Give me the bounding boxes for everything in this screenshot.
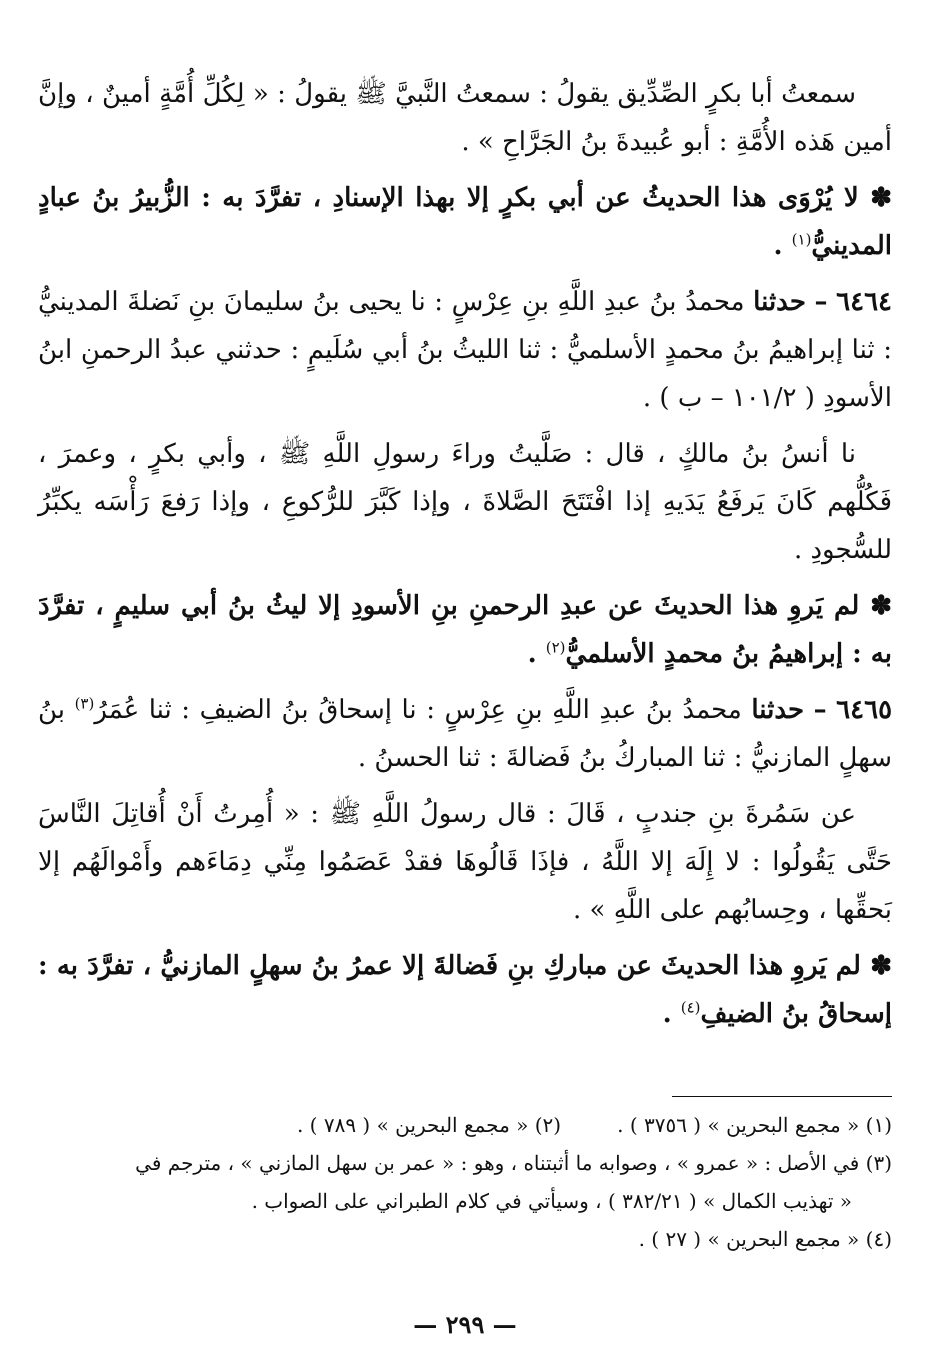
commentary-1 <box>38 174 892 270</box>
text: لم يَروِ هذا الحديثَ عن مباركِ بنِ فَضالةَ إلا عمرُ بنُ سهلٍ المازنيُّ ، تفرَّدَ به : إسحاقُ بنُ الضيفِ <box>38 951 892 1029</box>
footnote-ref-2: (٢) <box>545 638 566 657</box>
text-end: . <box>773 231 783 261</box>
star-icon: ✽ <box>870 183 892 213</box>
hadith-6464-isnad <box>38 278 892 422</box>
footnote-divider <box>672 1096 892 1097</box>
hadith-number: ٦٤٦٥ <box>836 695 893 725</box>
text: لا يُرْوَى هذا الحديثُ عن أبي بكرٍ إلا بهذا الإسنادِ ، تفرَّدَ به : الزُّبيرُ بنُ عبادٍ المدينيُّ <box>38 183 892 261</box>
footnote-3: (٣) في الأصل : « عمرو » ، وصوابه ما أثبتناه ، وهو : « عمر بن سهل المازني » ، مترجم في <box>135 1151 892 1175</box>
footnote-ref-4: (٤) <box>680 998 701 1017</box>
commentary-3 <box>38 942 892 1038</box>
page-body <box>38 70 892 1046</box>
hadith-text-1 <box>38 70 892 166</box>
star-icon: ✽ <box>870 951 892 981</box>
footnote-ref-3: (٣) <box>74 694 95 713</box>
footnote-4: (٤) « مجمع البحرين » ( ٢٧ ) . <box>638 1227 892 1251</box>
footnote-1: (١) « مجمع البحرين » ( ٣٧٥٦ ) . <box>617 1113 892 1137</box>
text: لم يَروِ هذا الحديثَ عن عبدِ الرحمنِ بنِ الأسودِ إلا ليثُ بنُ أبي سليمٍ ، تفرَّدَ به : إبراهيمُ بنُ محمدٍ الأسلميُّ <box>38 591 892 669</box>
footnote-2: (٢) « مجمع البحرين » ( ٧٨٩ ) . <box>296 1113 562 1137</box>
text-end: . <box>527 639 537 669</box>
hadith-6465-isnad <box>38 686 892 782</box>
text: محمدُ بنُ عبدِ اللَّهِ بنِ عِرْسٍ : نا إسحاقُ بنُ الضيفِ : ثنا عُمَرُ <box>94 695 742 725</box>
page-number: — ٢٩٩ — <box>413 1310 517 1339</box>
dash: – <box>813 695 827 725</box>
text-end: . <box>662 999 672 1029</box>
hadith-number: ٦٤٦٤ <box>836 287 893 317</box>
text: بنُ سهلٍ المازنيُّ : ثنا المباركُ بنُ فَضالةَ : ثنا الحسنُ . <box>38 695 892 773</box>
text: نا أنسُ بنُ مالكٍ ، قال : صَلَّيتُ وراءَ رسولِ اللَّهِ ﷺ ، وأبي بكرٍ ، وعمرَ ، فَكُلُّهم كَانَ يَرفَعُ يَدَيهِ إذا افْتَتَحَ الصَّلاةَ ، وإذا كَبَّرَ للرُّكوعِ ، وإذا رَفعَ رَأْسَه يكبِّرُ للسُّجودِ . <box>38 439 892 565</box>
star-icon: ✽ <box>870 591 892 621</box>
text: محمدُ بنُ عبدِ اللَّهِ بنِ عِرْسٍ : نا يحيى بنُ سليمانَ بنِ نَضلةَ المدينيُّ : ثنا إبراهيمُ بنُ محمدٍ الأسلميُّ : ثنا الليثُ بنُ أبي سُلَيمٍ : حدثني عبدُ الرحمنِ ابنُ الأسودِ ( ١٠١/٢ – ب ) . <box>38 287 892 413</box>
haddathana-label: حدثنا <box>753 287 806 317</box>
hadith-6464-matn <box>38 430 892 574</box>
footnotes <box>38 1106 892 1258</box>
footnote-row <box>38 1106 892 1144</box>
footnote-ref-1: (١) <box>791 230 812 249</box>
dash: – <box>814 287 828 317</box>
haddathana-label: حدثنا <box>751 695 805 725</box>
text: سمعتُ أبا بكرٍ الصِّدِّيق يقولُ : سمعتُ النَّبيَّ ﷺ يقولُ : « لِكُلِّ أُمَّةٍ أمينٌ ، وإنَّ أمين هَذه الأُمَّةِ : أبو عُبيدةَ بنُ الجَرَّاحِ » . <box>38 79 892 157</box>
commentary-2 <box>38 582 892 678</box>
text: عن سَمُرةَ بنِ جندبٍ ، قَالَ : قال رسولُ اللَّهِ ﷺ : « أُمِرتُ أَنْ أُقاتِلَ النَّاسَ حَتَّى يَقُولُوا : لا إِلَهَ إلا اللَّهُ ، فإذَا قَالُوهَا فقدْ عَصَمُوا مِنِّي دِمَاءَهم وأَمْوالَهُم إلا بَحقِّها ، وحِسابُهم على اللَّهِ » . <box>38 799 892 925</box>
hadith-6465-matn <box>38 790 892 934</box>
footnote-3-continued: « تهذيب الكمال » ( ٣٨٢/٢١ ) ، وسيأتي في كلام الطبراني على الصواب . <box>251 1189 852 1213</box>
